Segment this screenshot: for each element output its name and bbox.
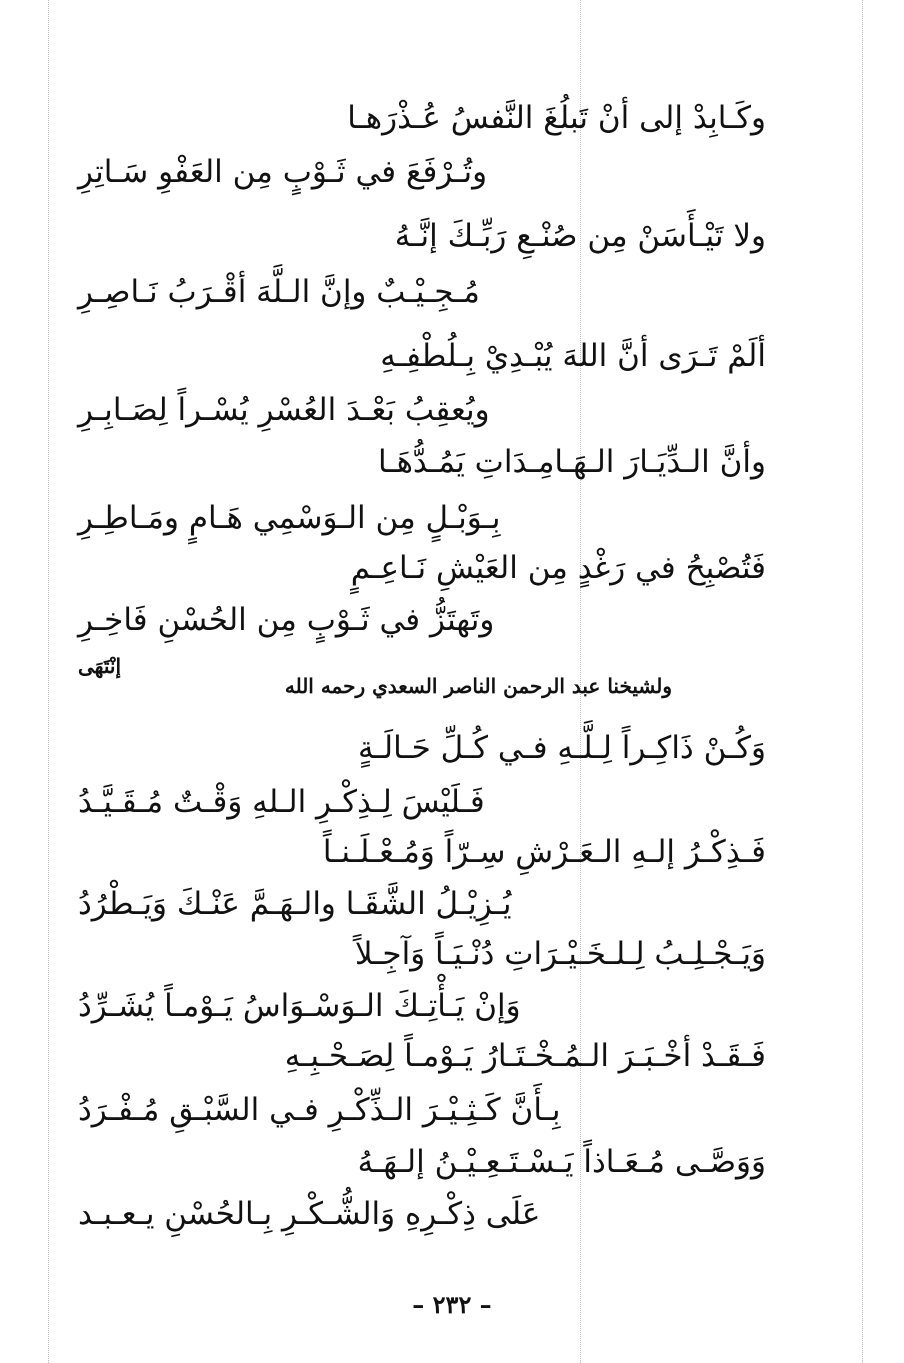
poem-verse-line: وتَهتَزُّ في ثَـوْبٍ مِن الحُسْنِ فَاخِـرِ [78,602,495,638]
poem-verse-line: وكَـابِدْ إلى أنْ تَبلُغَ النَّفسُ عُـذْرَهـا [347,100,766,136]
poem-verse-line: فَـلَيْسَ لِـذِكْـرِ الـلهِ وَقْـتٌ مُـقَـيَّـدُ [78,784,485,820]
section-heading: ولشيخنا عبد الرحمن الناصر السعدي رحمه الله [284,674,672,698]
poem-verse-line: يُـزِيْـلُ الشَّقَـا والـهَـمَّ عَنْـكَ وَيَـطْرُدُ [78,886,512,922]
poem-verse-line: عَلَى ذِكْـرِهِ وَالشُّـكْـرِ بِـالحُسْنِ يـعـبـد [78,1196,541,1232]
poem-verse-line: ولا تَيْـأَسَنْ مِن صُنْـعِ رَبِّـكَ إنَّـهُ [394,218,766,254]
poem-verse-line: بِـوَبْـلٍ مِن الـوَسْمِي هَـامٍ ومَـاطِـرِ [78,500,501,536]
poem-verse-line: وَإنْ يَـأْتِـكَ الـوَسْـوَاسُ يَـوْمـاً يُشَـرِّدُ [78,988,521,1024]
poem-verse-line: وَكُـنْ ذَاكِـراً لِـلَّـهِ فـي كُـلِّ حَـالَـةٍ [357,730,766,766]
poem-verse-line: ألَمْ تَـرَى أنَّ اللهَ يُبْـدِيْ بِـلُطْفِـهِ [380,338,766,374]
end-marker: إنْتَهَى [78,654,122,678]
poem-verse-line: وأنَّ الـدِّيَـارَ الـهَـامِـدَاتِ يَمُـدُّهَـا [378,444,766,480]
poem-verse-line: وتُـرْفَعَ في ثَـوْبٍ مِن العَفْوِ سَـاتِرِ [78,154,488,190]
scan-margin-line-right [862,0,863,1363]
poem-verse-line: بِـأَنَّ كَـثِـيْـرَ الـذِّكْـرِ فـي السَّبْـقِ مُـفْـرَدُ [78,1092,561,1128]
poem-verse-line: مُـجِـيْـبٌ وإنَّ الـلَّهَ أقْـرَبُ نَـاصِـرِ [78,274,480,310]
page-number: – ٢٣٢ – [412,1290,492,1319]
poem-verse-line: فَتُصْبِحُ في رَغْدٍ مِن العَيْشِ نَـاعِـمٍ [350,550,766,586]
poem-verse-line: فَـقَـدْ أخْـبَـرَ الـمُـخْـتَـارُ يَـوْمـاً لِصَـحْـبِـهِ [284,1038,766,1074]
poem-verse-line: وَيَـجْـلِـبُ لِـلـخَـيْـرَاتِ دُنْـيَـاً وَآجِـلاً [354,936,766,972]
scan-margin-line-left [48,0,49,1363]
poem-verse-line: فَـذِكْـرُ إلـهِ الـعَـرْشِ سِـرّاً وَمُـعْـلَـنـاً [322,834,766,870]
poem-verse-line: وَوَصَّـى مُـعَـاذاً يَـسْـتَـعِـيْـنُ إلـهَـهُ [357,1144,766,1180]
poem-verse-line: ويُعقِبُ بَعْـدَ العُسْرِ يُسْـراً لِصَـابِـرِ [78,392,490,428]
